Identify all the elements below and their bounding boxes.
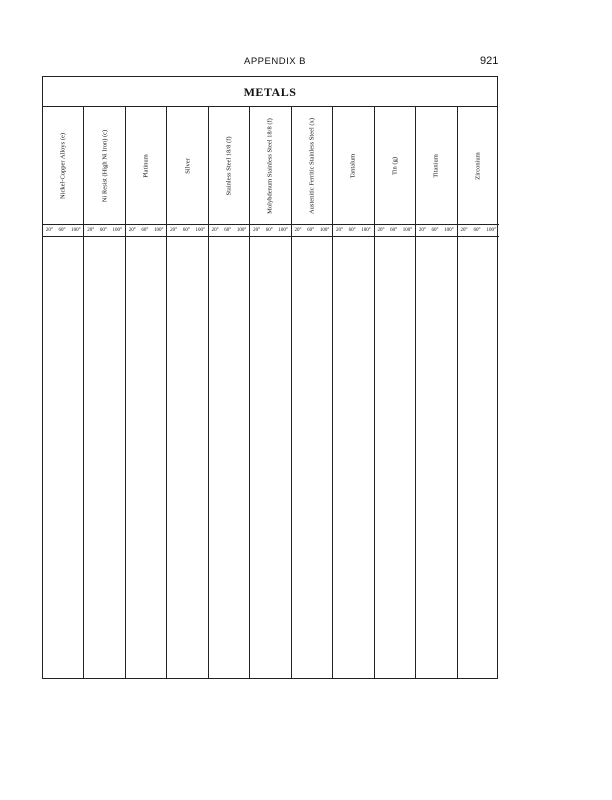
column-body (458, 237, 499, 678)
column-body (209, 237, 250, 678)
temperature-label: 100° (154, 228, 164, 233)
temperature-label: 20° (460, 228, 468, 233)
temperature-label: 20° (170, 228, 178, 233)
column-label: Silver (183, 158, 191, 174)
temperature-label: 60° (99, 228, 107, 233)
column-label: Tin (g) (391, 156, 399, 176)
temperature-label: 100° (319, 228, 330, 233)
table-title: METALS (43, 77, 497, 107)
column-label: Stainless Steel 18/8 (f) (225, 136, 233, 196)
column-body (333, 237, 374, 678)
column-header (292, 107, 333, 225)
temperature-label: 60° (348, 228, 356, 233)
column-body (43, 237, 84, 678)
temperature-label: 60° (473, 228, 481, 233)
temperature-row (126, 225, 167, 237)
column-header (126, 107, 167, 225)
column-header (43, 107, 84, 225)
temperature-row (375, 225, 416, 237)
column-body (250, 237, 291, 678)
column-label: Ni Resist (High Ni Iron) (c) (100, 129, 108, 203)
column-label: Austenitic Ferritic Stainless Steel (x) (308, 117, 316, 215)
temperature-row (458, 225, 499, 237)
column-label: Titanium (432, 154, 440, 178)
column-header (84, 107, 125, 225)
temperature-label: 60° (265, 228, 273, 233)
temperature-label: 60° (431, 228, 439, 233)
column-header (167, 107, 208, 225)
temperature-row (167, 225, 208, 237)
temperature-label: 60° (390, 228, 398, 233)
temperature-row (84, 225, 125, 237)
column-header (416, 107, 457, 225)
temperature-label: 100° (236, 228, 247, 233)
temperature-row (43, 225, 84, 237)
column-header (333, 107, 374, 225)
temperature-row (416, 225, 457, 237)
temperature-label: 60° (307, 228, 315, 233)
column-header (458, 107, 499, 225)
temperature-label: 100° (486, 228, 496, 233)
temperature-label: 20° (211, 228, 219, 233)
temperature-row (250, 225, 291, 237)
column-body (375, 237, 416, 678)
temperature-label: 60° (58, 228, 66, 233)
temperature-label: 100° (195, 228, 205, 233)
page-number: 921 (480, 55, 499, 67)
column-body (126, 237, 167, 678)
page-header (0, 56, 612, 72)
temperature-label: 100° (402, 228, 413, 233)
temperature-label: 20° (335, 228, 343, 233)
column-body (416, 237, 457, 678)
temperature-label: 60° (141, 228, 149, 233)
column-body (292, 237, 333, 678)
column-header (250, 107, 291, 225)
temperature-row (292, 225, 333, 237)
column-label: Molybdenum Stainless Steel 18/8 (f) (266, 118, 274, 214)
temperature-label: 100° (71, 228, 81, 233)
temperature-label: 100° (361, 228, 371, 233)
appendix-label: APPENDIX B (244, 56, 307, 67)
temperature-label: 100° (444, 228, 454, 233)
temperature-row (209, 225, 250, 237)
column-label: Platinum (142, 154, 150, 178)
temperature-label: 20° (45, 228, 53, 233)
temperature-row (333, 225, 374, 237)
temperature-label: 20° (294, 228, 302, 233)
column-body (84, 237, 125, 678)
column-header (375, 107, 416, 225)
column-label: Tantalum (349, 153, 357, 179)
temperature-label: 20° (377, 228, 385, 233)
temperature-label: 60° (224, 228, 232, 233)
temperature-label: 100° (112, 228, 123, 233)
temperature-label: 20° (253, 228, 261, 233)
temperature-label: 20° (128, 228, 136, 233)
temperature-label: 20° (87, 228, 95, 233)
column-label: Nickel-Copper Alloys (e) (59, 132, 67, 200)
column-header (209, 107, 250, 225)
column-label: Zirconium (474, 152, 482, 180)
column-body (167, 237, 208, 678)
temperature-label: 60° (182, 228, 190, 233)
metals-table (42, 76, 498, 679)
temperature-label: 100° (278, 228, 288, 233)
temperature-label: 20° (418, 228, 426, 233)
